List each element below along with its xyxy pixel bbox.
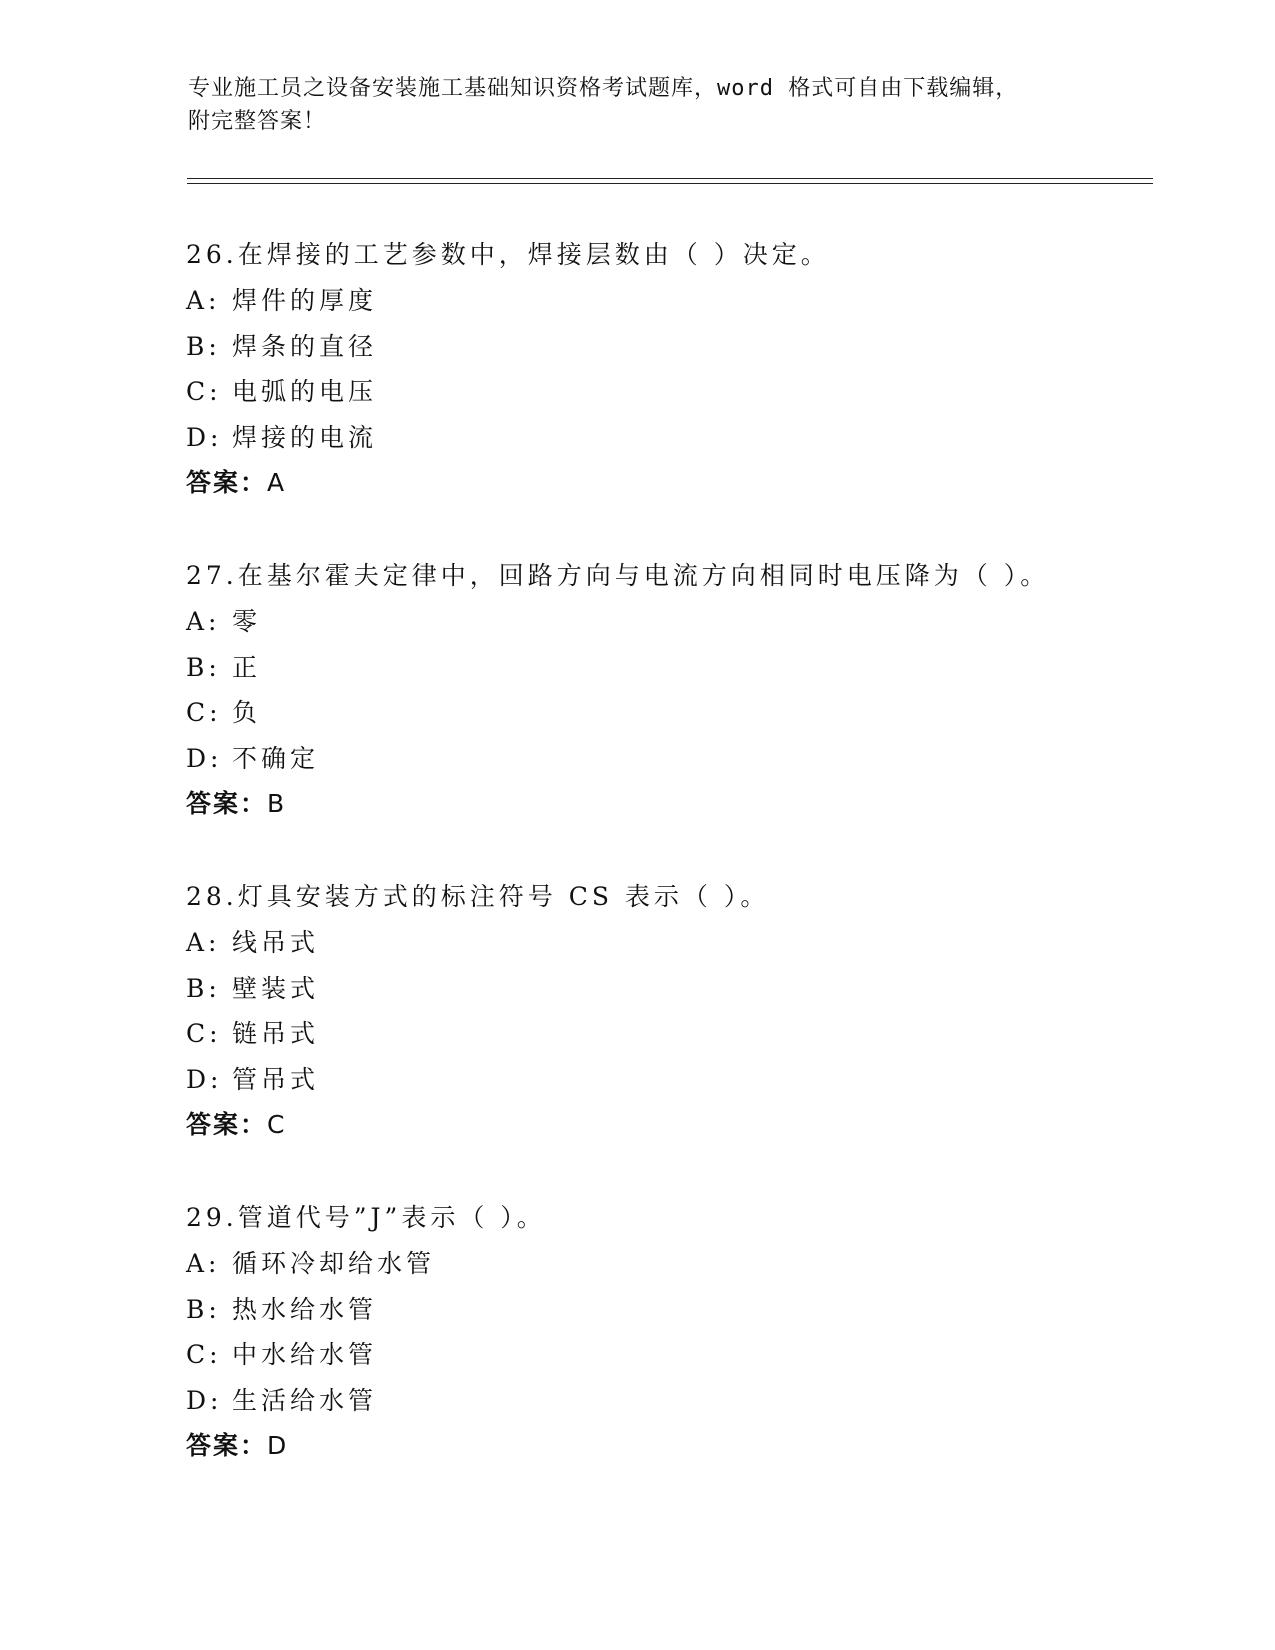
header-line-2: 附完整答案！ (188, 109, 327, 134)
option-key: C: (186, 1340, 222, 1369)
option-key: D: (186, 1385, 223, 1415)
option-a (186, 278, 1146, 324)
answer-value: C (267, 1110, 287, 1139)
question-29 (186, 1195, 1146, 1469)
question-28 (186, 874, 1146, 1148)
option-text: 零 (232, 607, 262, 636)
document-header (188, 72, 1088, 138)
option-d (186, 1378, 1146, 1424)
option-c (186, 1332, 1146, 1378)
option-key: B: (186, 1294, 221, 1324)
answer-line (186, 1423, 1146, 1469)
answer-value: D (267, 1431, 289, 1460)
option-key: C: (186, 698, 222, 727)
answer-line (186, 460, 1146, 506)
answer-label: 答案： (186, 1110, 268, 1139)
option-text: 不确定 (232, 743, 320, 773)
option-key: A: (186, 286, 221, 315)
question-stem: 29.管道代号”J”表示（ ）。 (186, 1203, 546, 1232)
option-d (186, 736, 1146, 782)
answer-label: 答案： (186, 789, 268, 818)
option-c (186, 690, 1146, 736)
option-key: C: (186, 1019, 222, 1048)
option-key: B: (186, 652, 221, 682)
option-a (186, 599, 1146, 645)
option-key: C: (186, 377, 222, 406)
header-divider-bottom (187, 183, 1153, 184)
option-b (186, 645, 1146, 691)
option-text: 正 (232, 652, 262, 682)
answer-label: 答案： (186, 1431, 268, 1460)
option-b (186, 324, 1146, 370)
option-b (186, 966, 1146, 1012)
option-text: 中水给水管 (232, 1340, 378, 1369)
option-key: B: (186, 973, 221, 1003)
option-text: 管吊式 (232, 1064, 320, 1094)
option-text: 焊条的直径 (232, 331, 378, 361)
option-c (186, 369, 1146, 415)
answer-value: A (267, 468, 287, 497)
answer-label: 答案： (186, 468, 268, 497)
header-line-1: 专业施工员之设备安装施工基础知识资格考试题库，word 格式可自由下载编辑， (188, 76, 1019, 101)
option-text: 循环冷却给水管 (232, 1249, 436, 1278)
option-text: 生活给水管 (232, 1385, 378, 1415)
option-text: 焊接的电流 (232, 422, 378, 452)
option-d (186, 415, 1146, 461)
option-a (186, 1241, 1146, 1287)
option-key: D: (186, 422, 223, 452)
option-key: A: (186, 607, 221, 636)
question-stem: 26.在焊接的工艺参数中，焊接层数由（ ）决定。 (186, 240, 830, 269)
option-text: 电弧的电压 (232, 377, 378, 406)
option-b (186, 1287, 1146, 1333)
option-text: 负 (232, 698, 262, 727)
answer-value: B (267, 789, 287, 818)
option-text: 焊件的厚度 (232, 286, 378, 315)
option-text: 壁装式 (232, 973, 320, 1003)
option-key: B: (186, 331, 221, 361)
option-key: D: (186, 743, 223, 773)
option-key: A: (186, 928, 221, 957)
option-a (186, 920, 1146, 966)
option-text: 链吊式 (232, 1019, 320, 1048)
option-d (186, 1057, 1146, 1103)
header-divider-top (187, 178, 1153, 179)
question-27 (186, 553, 1146, 827)
option-key: A: (186, 1249, 221, 1278)
question-26 (186, 232, 1146, 506)
answer-line (186, 781, 1146, 827)
option-c (186, 1011, 1146, 1057)
answer-line (186, 1102, 1146, 1148)
question-stem: 28.灯具安装方式的标注符号 CS 表示（ ）。 (186, 882, 770, 911)
option-key: D: (186, 1064, 223, 1094)
option-text: 热水给水管 (232, 1294, 378, 1324)
option-text: 线吊式 (232, 928, 320, 957)
question-stem: 27.在基尔霍夫定律中，回路方向与电流方向相同时电压降为（ ）。 (186, 561, 1050, 590)
